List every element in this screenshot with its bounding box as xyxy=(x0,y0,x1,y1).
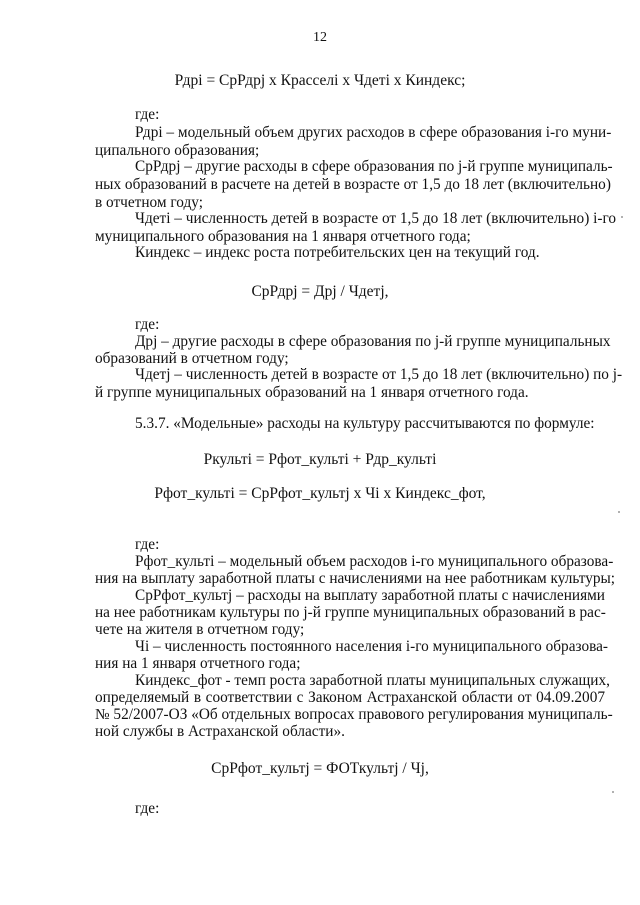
text-line: образований в отчетном году; xyxy=(95,350,289,367)
where-label: где: xyxy=(135,106,160,123)
text-line: Киндекс_фот - темп роста заработной платы муниципальных служащих, xyxy=(135,672,610,689)
text-line: ния на выплату заработной платы с начислениями на нее работникам культуры; xyxy=(95,570,616,587)
formula-srrfot: СрРфот_культj = ФОТкультj / Чj, xyxy=(211,760,429,777)
where-label: где: xyxy=(135,316,160,333)
text-line: Рфот_культi – модельный объем расходов i-го муниципального образова- xyxy=(135,553,614,570)
section-heading: 5.3.7. «Модельные» расходы на культуру рассчитываются по формуле: xyxy=(135,415,595,432)
text-line: Рдрi – модельный объем других расходов в сфере образования i-го муни- xyxy=(135,124,612,141)
text-line: Дрj – другие расходы в сфере образования по j-й группе муниципальных xyxy=(135,333,611,350)
where-label: где: xyxy=(135,536,160,553)
text-line: й группе муниципальных образований на 1 января отчетного года. xyxy=(95,384,529,401)
text-line: № 52/2007-ОЗ «Об отдельных вопросах правового регулирования муниципаль- xyxy=(95,706,613,723)
text-line: определяемый в соответствии с Законом Астраханской области от 04.09.2007 xyxy=(95,689,605,706)
text-line: ной службы в Астраханской области». xyxy=(95,723,345,740)
text-line: ных образований в расчете на детей в возрасте от 1,5 до 18 лет (включительно) xyxy=(95,176,611,193)
formula-rdr: Рдрi = СрРдрj х Красселi х Чдетi х Киндекс; xyxy=(174,72,466,89)
text-line: на нее работникам культуры по j-й группе муниципальных образований в рас- xyxy=(95,604,606,621)
text-line: Чдетi – численность детей в возрасте от 1,5 до 18 лет (включительно) i-го xyxy=(135,210,616,227)
formula-rfot: Рфот_культi = СрРфот_культj х Чi х Киндекс_фот, xyxy=(154,485,486,502)
text-line: СрРфот_культj – расходы на выплату заработной платы с начислениями xyxy=(135,587,605,604)
page-number: 12 xyxy=(313,30,327,45)
scan-speck xyxy=(612,791,614,793)
text-line: муниципального образования на 1 января отчетного года; xyxy=(95,228,471,245)
text-line: Чi – численность постоянного населения i-го муниципального образова- xyxy=(135,638,609,655)
text-line: ния на 1 января отчетного года; xyxy=(95,655,301,672)
formula-rkult: Ркультi = Рфот_культi + Рдр_культi xyxy=(203,451,437,468)
text-line: Киндекс – индекс роста потребительских цен на текущий год. xyxy=(135,244,540,261)
text-line: в отчетном году; xyxy=(95,194,203,211)
text-line: Чдетj – численность детей в возрасте от 1,5 до 18 лет (включительно) по j- xyxy=(135,366,623,383)
scan-speck xyxy=(621,216,623,218)
formula-srrdr: СрРдрj = Дрj / Чдетj, xyxy=(251,283,389,300)
text-line: ципального образования; xyxy=(95,142,260,159)
scan-speck xyxy=(618,511,620,513)
text-line: СрРдрj – другие расходы в сфере образования по j-й группе муниципаль- xyxy=(135,158,613,175)
text-line: чете на жителя в отчетном году; xyxy=(95,621,305,638)
where-label: где: xyxy=(135,800,160,817)
